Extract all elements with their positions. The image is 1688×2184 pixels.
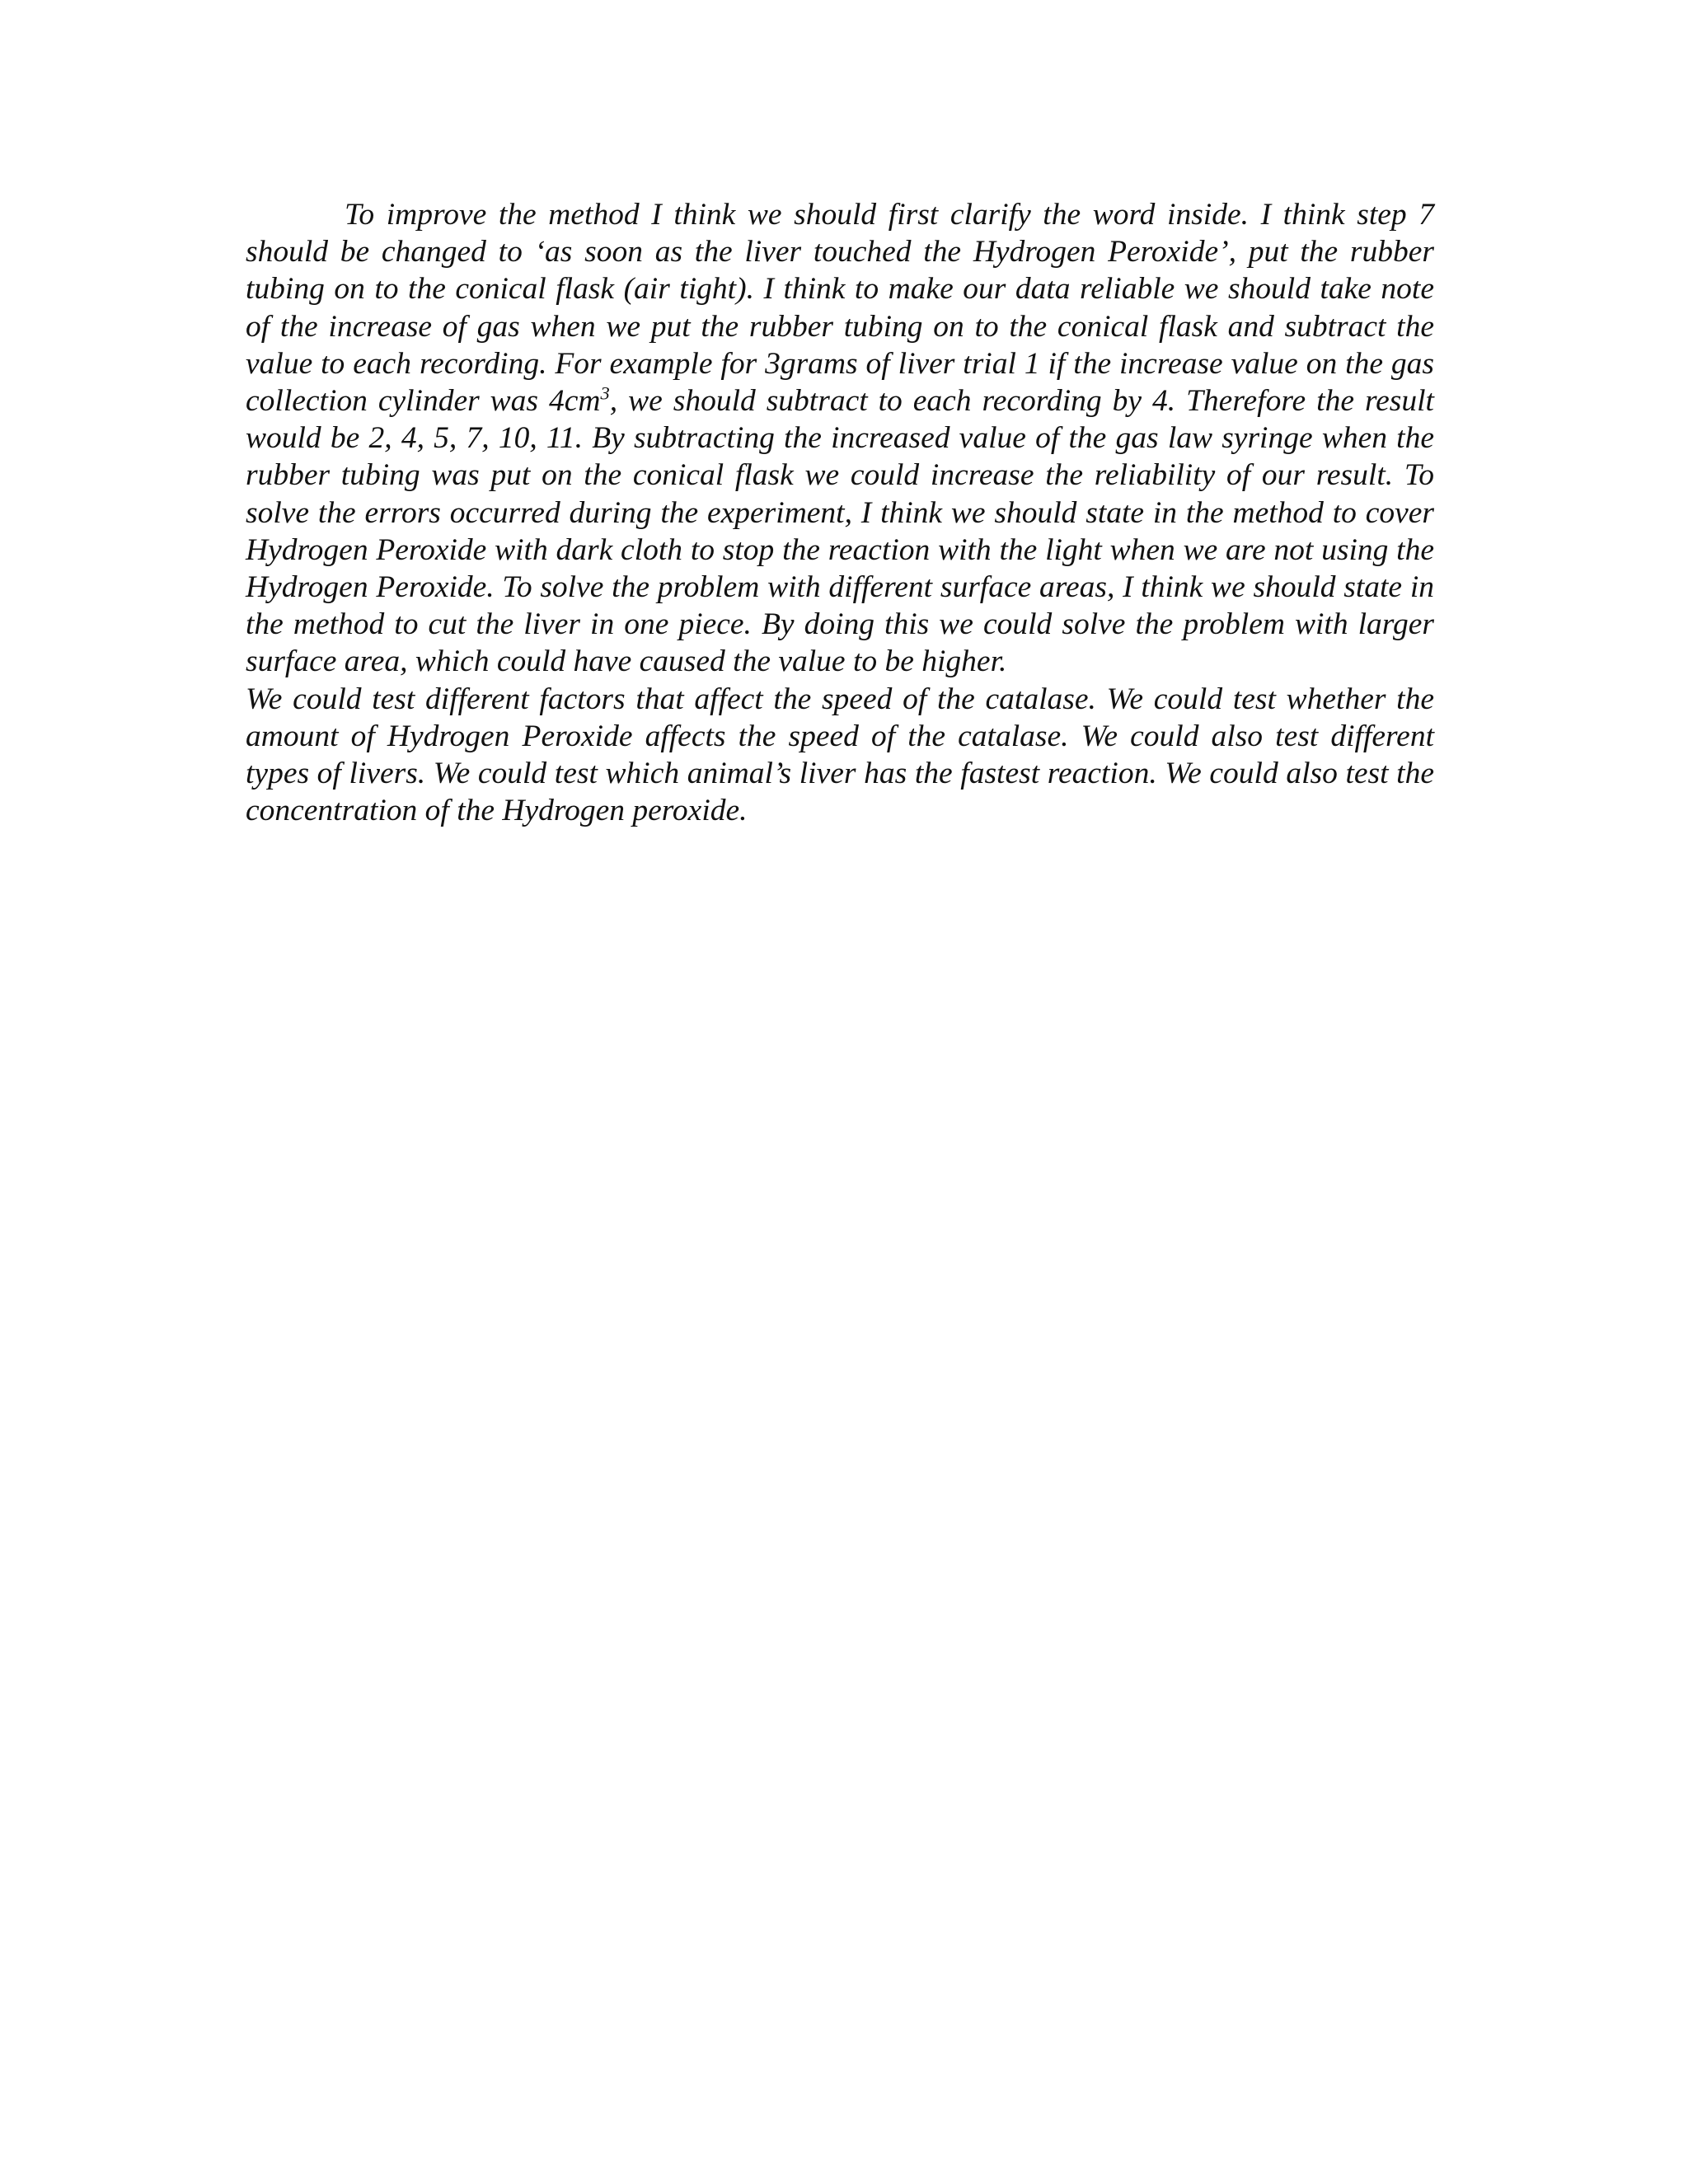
paragraph-further-tests: We could test different factors that affect the speed of the catalase. We could test whether the amount of Hydrogen Peroxide affects the speed of the catalase. We could also test different types of livers. We could test which animal’s liver has the fastest reaction. We could also test the concentration of the Hydrogen peroxide.: [246, 682, 1434, 828]
paragraph-improvements-part-2: , we should subtract to each recording by 4. Therefore the result would be 2, 4, 5, 7, 10, 11. By subtracting the increased value of the gas law syringe when the rubber tubing was put on the conical flask we could increase the reliability of our result. To solve the errors occurred during the experiment, I think we should state in the method to cover Hydrogen Peroxide with dark cloth to stop the reaction with the light when we are not using the Hydrogen Peroxide. To solve the problem with different surface areas, I think we should state in the method to cut the liver in one piece. By doing this we could solve the problem with larger surface area, which could have caused the value to be higher.: [246, 384, 1434, 679]
paragraph-improvements: [246, 196, 1434, 681]
cubic-superscript: 3: [600, 382, 610, 404]
paragraph-improvements-part-1: To improve the method I think we should first clarify the word inside. I think step 7 should be changed to ‘as soon as the liver touched the Hydrogen Peroxide’, put the rubber tubing on to the conical flask (air tight). I think to make our data reliable we should take note of the increase of gas when we put the rubber tubing on to the conical flask and subtract the value to each recording. For example for 3grams of liver trial 1 if the increase value on the gas collection cylinder was 4cm: [246, 198, 1434, 419]
body-text: [246, 196, 1434, 829]
